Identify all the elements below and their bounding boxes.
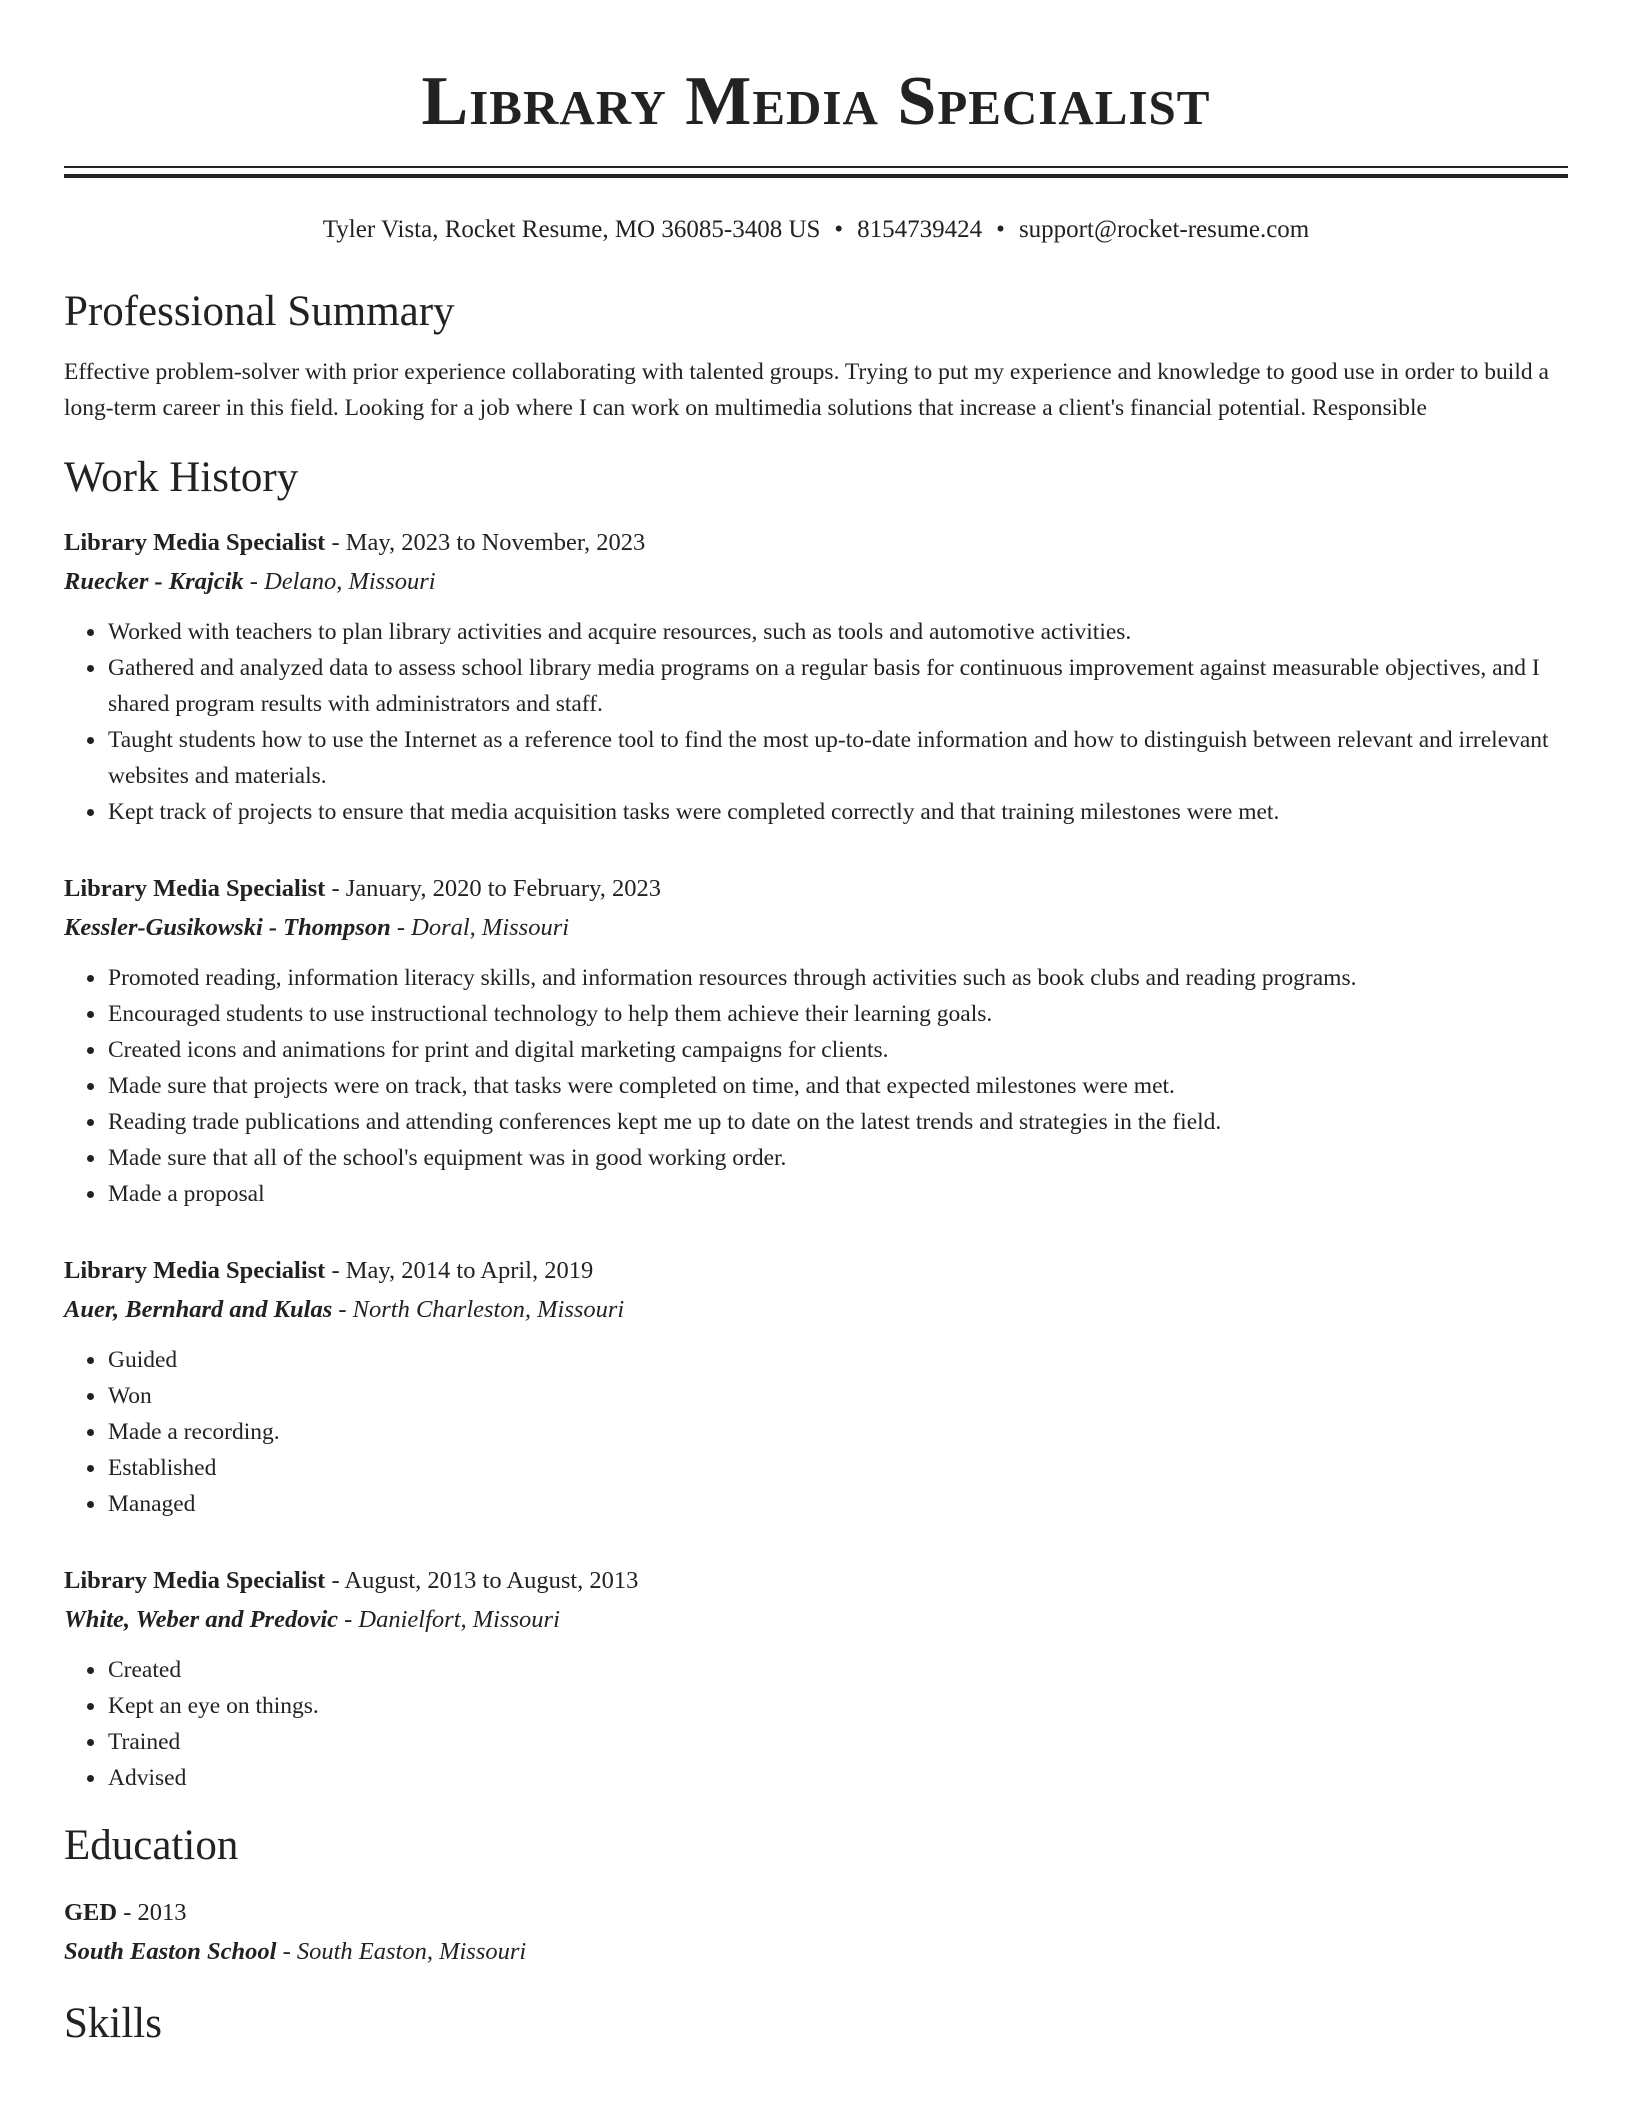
job-entry [64, 1252, 1568, 1522]
job-bullet: • Created icons and animations for print and digital marketing campaigns for clients. [107, 1032, 1568, 1068]
summary-heading: Professional Summary [64, 288, 455, 335]
job-dates: - August, 2013 to August, 2013 [325, 1567, 639, 1594]
job-company-line [64, 1600, 1568, 1640]
job-dates: - May, 2023 to November, 2023 [325, 529, 646, 556]
job-bullet: • Managed [107, 1486, 1568, 1522]
job-title-line [64, 870, 1568, 908]
job-location: - Doral, Missouri [390, 914, 570, 941]
work-history-heading: Work History [64, 454, 299, 501]
job-bullet: • Guided [107, 1342, 1568, 1378]
job-bullet: • Created [107, 1652, 1568, 1688]
contact-separator: • [834, 216, 844, 243]
job-bullet: • Taught students how to use the Internet as a reference tool to find the most up-to-date information and how to distinguish between relevant and irrelevant websites and materials. [107, 722, 1568, 794]
education-year: - 2013 [117, 1899, 187, 1926]
education-heading: Education [64, 1822, 239, 1869]
education-school: South Easton School [64, 1938, 277, 1965]
job-dates: - May, 2014 to April, 2019 [325, 1257, 594, 1284]
resume-title: Library Media Specialist [421, 63, 1211, 140]
job-bullet: • Made a proposal [107, 1176, 1568, 1212]
education-location: - South Easton, Missouri [276, 1938, 527, 1965]
job-bullet: • Won [107, 1378, 1568, 1414]
education-degree: GED [64, 1899, 118, 1926]
job-title: Library Media Specialist [64, 1567, 326, 1594]
job-title-line [64, 524, 1568, 562]
job-bullets [64, 1342, 1568, 1522]
job-location: - Danielfort, Missouri [338, 1606, 560, 1633]
job-company-line [64, 1290, 1568, 1330]
job-bullets [64, 614, 1568, 830]
header-divider-thick [64, 174, 1568, 178]
job-bullet: • Reading trade publications and attending conferences kept me up to date on the latest trends and strategies in the field. [107, 1104, 1568, 1140]
job-title: Library Media Specialist [64, 875, 326, 902]
job-bullet: • Advised [107, 1760, 1568, 1796]
job-location: - Delano, Missouri [243, 568, 436, 595]
job-bullet: • Made a recording. [107, 1414, 1568, 1450]
job-title-line [64, 1562, 1568, 1600]
job-bullet: • Kept an eye on things. [107, 1688, 1568, 1724]
job-bullet: • Promoted reading, information literacy skills, and information resources through activities such as book clubs and reading programs. [107, 960, 1568, 996]
skills-heading: Skills [64, 2000, 162, 2047]
job-bullet: • Gathered and analyzed data to assess school library media programs on a regular basis for continuous improvement against measurable objectives, and I shared program results with administrators and staff. [107, 650, 1568, 722]
contact-separator: • [996, 216, 1005, 243]
job-company: Auer, Bernhard and Kulas [64, 1296, 333, 1323]
job-bullets [64, 1652, 1568, 1796]
job-company-line [64, 562, 1568, 602]
education-entry [64, 1894, 1568, 1972]
contact-address: Tyler Vista, Rocket Resume, MO 36085-3408 US [322, 216, 821, 243]
job-company: White, Weber and Predovic [64, 1606, 339, 1633]
job-title-line [64, 1252, 1568, 1290]
job-bullet: • Worked with teachers to plan library activities and acquire resources, such as tools and automotive activities. [107, 614, 1568, 650]
job-bullet: • Established [107, 1450, 1568, 1486]
job-title: Library Media Specialist [64, 1257, 326, 1284]
summary-text: Effective problem-solver with prior experience collaborating with talented groups. Trying to put my experience and knowledge to good use in order to build a long-term career in this field. Looking for a job where I can work on multimedia solutions that increase a client's financial potential. Responsible [64, 359, 1549, 421]
header-divider-thin [64, 166, 1568, 168]
job-entry [64, 1562, 1568, 1796]
job-entry [64, 870, 1568, 1212]
job-dates: - January, 2020 to February, 2023 [325, 875, 661, 902]
job-bullet: • Encouraged students to use instructional technology to help them achieve their learning goals. [107, 996, 1568, 1032]
contact-email: support@rocket-resume.com [1018, 216, 1310, 243]
contact-line [64, 214, 1568, 246]
job-bullet: • Made sure that all of the school's equipment was in good working order. [107, 1140, 1568, 1176]
contact-phone: 8154739424 [857, 216, 983, 243]
job-title: Library Media Specialist [64, 529, 326, 556]
job-bullet: • Made sure that projects were on track, that tasks were completed on time, and that expected milestones were met. [107, 1068, 1568, 1104]
job-bullet: • Trained [107, 1724, 1568, 1760]
job-company-line [64, 908, 1568, 948]
job-bullet: • Kept track of projects to ensure that media acquisition tasks were completed correctly and that training milestones were met. [107, 794, 1568, 830]
job-entry [64, 524, 1568, 830]
education-degree-line [64, 1894, 1568, 1932]
job-company: Kessler-Gusikowski - Thompson [64, 914, 391, 941]
job-bullets [64, 960, 1568, 1212]
education-school-line [64, 1932, 1568, 1972]
job-location: - North Charleston, Missouri [332, 1296, 625, 1323]
job-company: Ruecker - Krajcik [64, 568, 244, 595]
